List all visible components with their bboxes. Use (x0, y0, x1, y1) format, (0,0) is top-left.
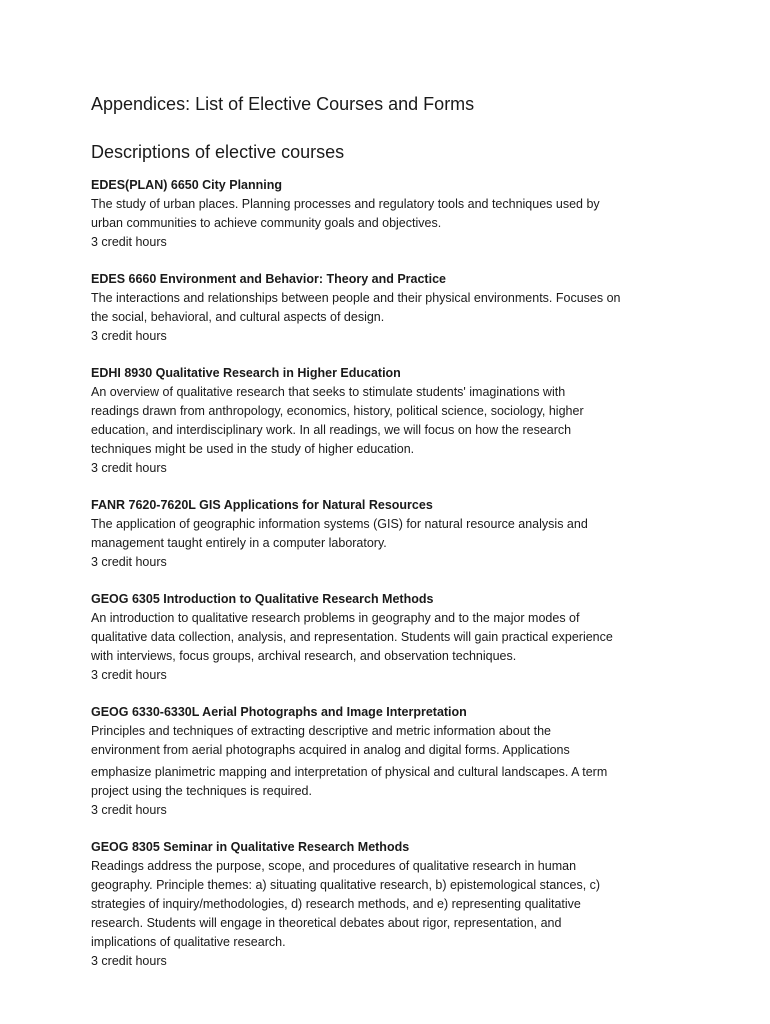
course-description-line: An overview of qualitative research that seeks to stimulate students' imaginations with (91, 385, 566, 399)
course-description (91, 195, 691, 233)
course-credits: 3 credit hours (91, 555, 167, 569)
course-entry (91, 270, 691, 346)
section-heading: Descriptions of elective courses (91, 142, 345, 162)
course-title: EDES 6660 Environment and Behavior: Theory and Practice (91, 272, 446, 286)
course-description-line: Principles and techniques of extracting descriptive and metric information about the (91, 724, 551, 738)
course-credits: 3 credit hours (91, 329, 167, 343)
course-description-line: management taught entirely in a computer laboratory. (91, 536, 387, 550)
course-description-line: The interactions and relationships between people and their physical environments. Focuses on (91, 291, 621, 305)
page-title: Appendices: List of Elective Courses and Forms (91, 94, 475, 114)
course-description-line: techniques might be used in the study of higher education. (91, 442, 415, 456)
document-page (91, 91, 691, 989)
course-description-line: with interviews, focus groups, archival research, and observation techniques. (91, 649, 517, 663)
course-credits: 3 credit hours (91, 235, 167, 249)
course-entry (91, 838, 691, 971)
course-description-line: The study of urban places. Planning processes and regulatory tools and techniques used by (91, 197, 600, 211)
course-description-line: readings drawn from anthropology, economics, history, political science, sociology, higher (91, 404, 584, 418)
course-description-line: urban communities to achieve community goals and objectives. (91, 216, 442, 230)
course-credits: 3 credit hours (91, 668, 167, 682)
course-description-line: the social, behavioral, and cultural aspects of design. (91, 310, 385, 324)
course-description-line: emphasize planimetric mapping and interpretation of physical and cultural landscapes. A term (91, 765, 608, 779)
course-description (91, 722, 691, 801)
course-title: GEOG 6330-6330L Aerial Photographs and Image Interpretation (91, 705, 467, 719)
course-description-line: implications of qualitative research. (91, 935, 286, 949)
course-description (91, 857, 691, 952)
course-title: GEOG 6305 Introduction to Qualitative Research Methods (91, 592, 434, 606)
course-description-line: strategies of inquiry/methodologies, d) research methods, and e) representing qualitative (91, 897, 581, 911)
course-title: EDES(PLAN) 6650 City Planning (91, 178, 283, 192)
course-credits: 3 credit hours (91, 803, 167, 817)
course-description-line: qualitative data collection, analysis, and representation. Students will gain practical experience (91, 630, 613, 644)
course-credits: 3 credit hours (91, 954, 167, 968)
course-description (91, 289, 691, 327)
course-description-line: Readings address the purpose, scope, and procedures of qualitative research in human (91, 859, 577, 873)
course-title: EDHI 8930 Qualitative Research in Higher Education (91, 366, 401, 380)
course-list (91, 176, 691, 971)
course-description-line: education, and interdisciplinary work. In all readings, we will focus on how the research (91, 423, 572, 437)
course-description-line: research. Students will engage in theoretical debates about rigor, representation, and (91, 916, 562, 930)
course-credits: 3 credit hours (91, 461, 167, 475)
course-description-line: geography. Principle themes: a) situating qualitative research, b) epistemological stances, c) (91, 878, 601, 892)
course-entry (91, 176, 691, 252)
course-title: FANR 7620-7620L GIS Applications for Natural Resources (91, 498, 433, 512)
course-title: GEOG 8305 Seminar in Qualitative Research Methods (91, 840, 410, 854)
course-entry (91, 590, 691, 685)
course-description (91, 383, 691, 459)
course-description-line: An introduction to qualitative research problems in geography and to the major modes of (91, 611, 580, 625)
course-entry (91, 496, 691, 572)
course-description (91, 515, 691, 553)
course-entry (91, 364, 691, 478)
course-entry (91, 703, 691, 820)
course-description-line: The application of geographic information systems (GIS) for natural resource analysis and (91, 517, 588, 531)
course-description (91, 609, 691, 666)
course-description-line: environment from aerial photographs acquired in analog and digital forms. Applications (91, 743, 570, 757)
course-description-line: project using the techniques is required. (91, 784, 312, 798)
